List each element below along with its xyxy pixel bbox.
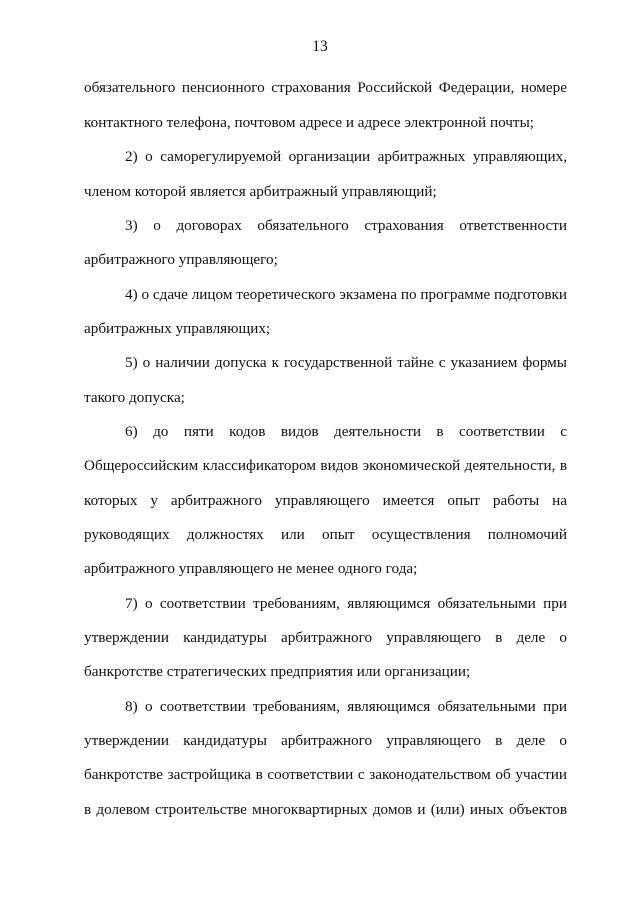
text-line: членом которой является арбитражный управляющий;	[84, 183, 437, 200]
list-item-8-line: 8) о соответствии требованиям, являющимся обязательными при	[125, 698, 567, 715]
text-line: арбитражных управляющих;	[84, 320, 271, 337]
text-line: обязательного пенсионного страхования Российской Федерации, номере	[84, 79, 567, 96]
text-line: контактного телефона, почтовом адресе и адресе электронной почты;	[84, 114, 534, 131]
text-line: такого допуска;	[84, 389, 185, 406]
text-line: Общероссийским классификатором видов экономической деятельности, в	[84, 457, 567, 474]
list-item-2-line: 2) о саморегулируемой организации арбитражных управляющих,	[125, 148, 567, 165]
list-item-4-line: 4) о сдаче лицом теоретического экзамена по программе подготовки	[125, 286, 567, 303]
text-line: которых у арбитражного управляющего имеется опыт работы на	[84, 492, 567, 509]
text-line: в долевом строительстве многоквартирных домов и (или) иных объектов	[84, 801, 567, 818]
text-line: банкротстве стратегических предприятия или организации;	[84, 663, 471, 680]
text-line: утверждении кандидатуры арбитражного управляющего в деле о	[84, 732, 567, 749]
text-line: утверждении кандидатуры арбитражного управляющего в деле о	[84, 629, 567, 646]
list-item-7-line: 7) о соответствии требованиям, являющимся обязательными при	[125, 595, 567, 612]
list-item-3-line: 3) о договорах обязательного страхования ответственности	[125, 217, 567, 234]
text-line: банкротстве застройщика в соответствии с законодательством об участии	[84, 766, 567, 783]
page-number: 13	[312, 38, 328, 55]
text-line: арбитражного управляющего;	[84, 251, 278, 268]
text-line: арбитражного управляющего не менее одного года;	[84, 560, 418, 577]
text-line: руководящих должностях или опыт осуществления полномочий	[84, 526, 567, 543]
list-item-6-line: 6) до пяти кодов видов деятельности в соответствии с	[125, 423, 567, 440]
list-item-5-line: 5) о наличии допуска к государственной тайне с указанием формы	[125, 354, 567, 371]
